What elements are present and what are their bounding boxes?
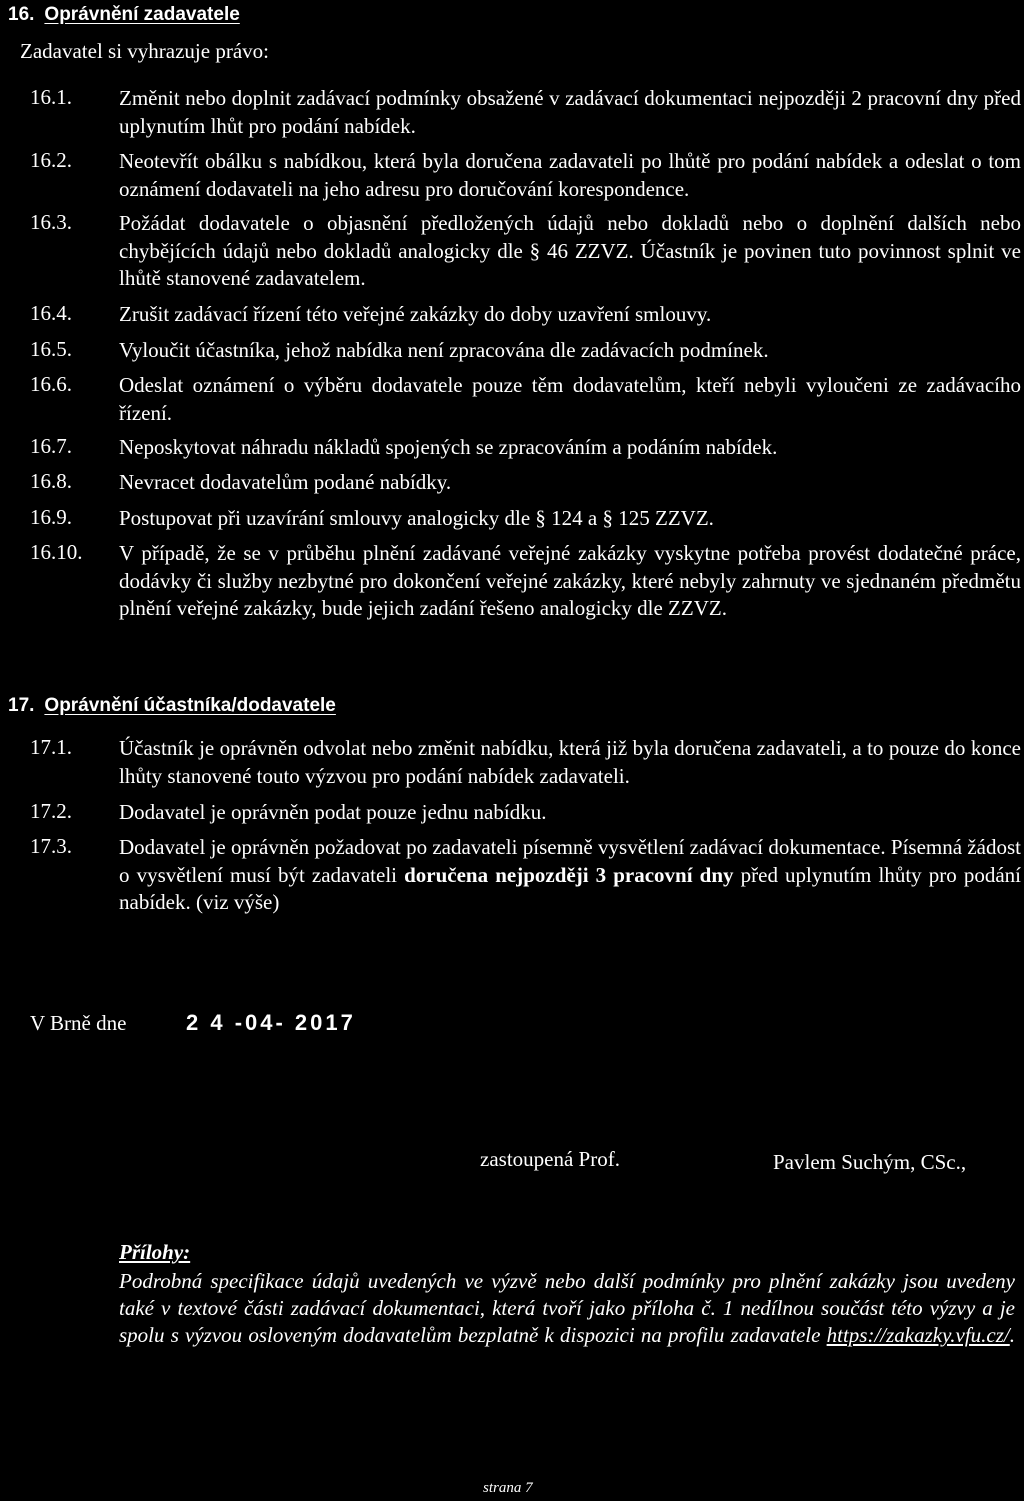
item-text-part: před uplynutím lhůty pro podání nabídek. (viz výše) (119, 862, 1021, 914)
item-text: Změnit nebo doplnit zadávací podmínky obsažené v zadávací dokumentaci nejpozději 2 pracovní dny před uplynutím lhůt pro podání nabídek. (119, 86, 1021, 138)
item-text: Dodavatel je oprávněn podat pouze jednu nabídku. (119, 800, 547, 824)
item-number: 16.9. (30, 505, 72, 529)
section-16-intro: Zadavatel si vyhrazuje právo: (20, 39, 269, 63)
item-text: Odeslat oznámení o výběru dodavatele pouze těm dodavatelům, kteří nebyli vyloučeni ze zadávacího řízení. (119, 373, 1021, 425)
item-number: 17.1. (30, 735, 72, 759)
item-number: 16.3. (30, 210, 72, 234)
item-number: 16.1. (30, 85, 72, 109)
item-number: 16.4. (30, 301, 72, 325)
item-text-part: Dodavatel je oprávněn požadovat po zadavateli písemně vysvětlení zadávací dokumentace. Písemná žádost o vysvětlení musí být zadavateli (119, 835, 1021, 887)
item-text: V případě, že se v průběhu plnění zadávané veřejné zakázky vyskytne potřeba provést dodatečné práce, dodávky či služby nezbytné pro dokončení veřejné zakázky, které nebyly zahrnuty ve sjednaném předmětu plnění veřejné zakázky, bude jejich zadání řešeno analogicky dle ZZVZ. (119, 541, 1021, 620)
attachments-text (119, 1268, 1015, 1349)
section-16-number: 16. (8, 4, 35, 25)
item-text: Nevracet dodavatelům podané nabídky. (119, 470, 452, 494)
item-number: 16.6. (30, 372, 72, 396)
item-text: Neposkytovat náhradu nákladů spojených se zpracováním a podáním nabídek. (119, 435, 778, 459)
item-number: 17.3. (30, 834, 72, 858)
item-number: 17.2. (30, 799, 72, 823)
item-number: 16.7. (30, 434, 72, 458)
attachments-body: Podrobná specifikace údajů uvedených ve výzvě nebo další podmínky pro plnění zakázky jsou uvedeny také v textové části zadávací dokumentaci, která tvoří jako příloha č. 1 nedílnou součást této výzvy a je spolu s výzvou osloveným dodavatelům bezplatně k dispozici na profilu zadavatele (119, 1269, 1015, 1347)
attachments-heading: Přílohy: (119, 1240, 191, 1264)
item-text: Požádat dodavatele o objasnění předložených údajů nebo dokladů nebo o doplnění dalších nebo chybějících údajů nebo dokladů analogicky dle § 46 ZZVZ. Účastník je povinen tuto povinnost splnit ve lhůtě stanovené zadavatelem. (119, 211, 1021, 290)
deadline-emphasis: doručena nejpozději 3 pracovní dny (404, 862, 734, 887)
item-text: Vyloučit účastníka, jehož nabídka není zpracována dle zadávacích podmínek. (119, 338, 769, 362)
section-17-heading (8, 695, 336, 717)
place-label: V Brně dne (30, 1011, 127, 1035)
item-number: 16.8. (30, 469, 72, 493)
page-number: strana 7 (483, 1480, 533, 1496)
date-stamp: 2 4 -04- 2017 (186, 1010, 356, 1035)
item-number: 16.10. (30, 540, 83, 564)
profile-link[interactable]: https://zakazky.vfu.cz/ (826, 1323, 1010, 1347)
item-text: Účastník je oprávněn odvolat nebo změnit nabídku, která již byla doručena zadavateli, a to pouze do konce lhůty stanovené touto výzvou pro podání nabídek zadavateli. (119, 736, 1021, 788)
item-text (119, 834, 1021, 917)
item-text: Zrušit zadávací řízení této veřejné zakázky do doby uzavření smlouvy. (119, 302, 712, 326)
section-16-title: Oprávnění zadavatele (44, 4, 240, 25)
section-17-title: Oprávnění účastníka/dodavatele (44, 695, 336, 716)
signatory-name: Pavlem Suchým, CSc., (773, 1150, 967, 1174)
item-text: Postupovat při uzavírání smlouvy analogicky dle § 124 a § 125 ZZVZ. (119, 506, 714, 530)
attachments-trailing: . (1009, 1323, 1015, 1347)
section-17-number: 17. (8, 695, 35, 716)
item-text: Neotevřít obálku s nabídkou, která byla doručena zadavateli po lhůtě pro podání nabídek a odeslat o tom oznámení dodavateli na jeho adresu pro doručování korespondence. (119, 149, 1021, 201)
item-number: 16.5. (30, 337, 72, 361)
item-number: 16.2. (30, 148, 72, 172)
section-16-heading (8, 4, 240, 26)
represented-by: zastoupená Prof. (480, 1147, 620, 1171)
